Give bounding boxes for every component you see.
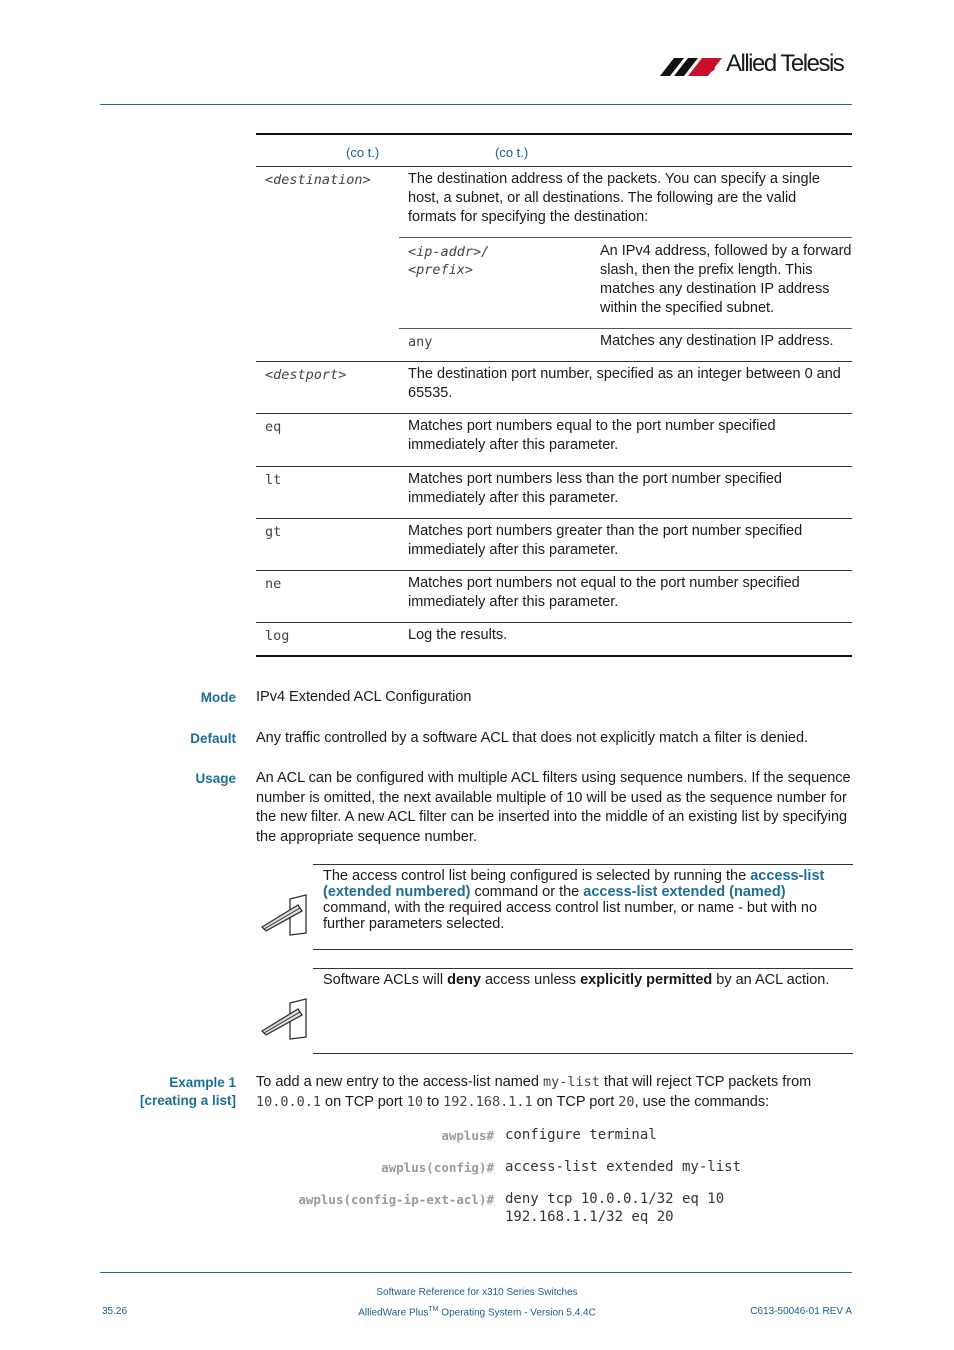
company-logo xyxy=(660,50,860,82)
access-list-extended-numbered-link[interactable]: access-list (extended numbered) xyxy=(323,868,825,900)
example-code: 192.168.1.1 xyxy=(443,1093,533,1110)
footer-version: Operating System - Version 5.4.4C xyxy=(438,1307,596,1319)
table-row-param: eq xyxy=(265,419,282,435)
page-number: 35.26 xyxy=(102,1306,128,1317)
subtable-rule xyxy=(399,328,852,329)
mode-text: IPv4 Extended ACL Configuration xyxy=(256,689,472,705)
default-label: Default xyxy=(190,731,236,746)
note-text-part: by an ACL action. xyxy=(712,972,830,988)
table-row-param: <destport> xyxy=(265,367,347,383)
table-row-rule xyxy=(256,570,852,571)
table-row-rule xyxy=(256,518,852,519)
footer-product: AlliedWare Plus xyxy=(358,1307,429,1319)
table-header-col2: (co t.) xyxy=(495,145,529,160)
table-row-desc: Matches port numbers not equal to the port number specified immediately after this parameter. xyxy=(408,575,800,610)
example-label: Example 1 xyxy=(169,1075,236,1090)
example-code: my-list xyxy=(542,1074,600,1090)
mode-label: Mode xyxy=(200,690,236,705)
cli-prompt: awplus(config-ip-ext-acl)# xyxy=(298,1192,494,1207)
table-row-desc: Matches port numbers greater than the port number specified immediately after this parameter. xyxy=(408,523,803,558)
example-code: 20 xyxy=(618,1093,635,1110)
note-text-part: command, with the required access control list number, or name - but with no further parameters selected. xyxy=(323,900,818,932)
subtable-rule xyxy=(399,237,852,238)
note-emphasis: explicitly permitted xyxy=(580,972,713,988)
table-row-desc: The destination port number, specified as an integer between 0 and 65535. xyxy=(408,366,841,401)
subrow-desc: Matches any destination IP address. xyxy=(600,333,834,349)
cli-command: access-list extended my-list xyxy=(505,1159,742,1175)
table-row-param: gt xyxy=(265,524,282,540)
cli-prompt: awplus(config)# xyxy=(381,1160,494,1175)
example-code: 10.0.0.1 xyxy=(256,1093,322,1110)
note-top-rule xyxy=(313,864,853,865)
example-text-part: to xyxy=(423,1093,444,1110)
document-number: C613-50046-01 REV A xyxy=(750,1306,852,1317)
usage-label: Usage xyxy=(195,771,236,786)
table-row-desc: The destination address of the packets. You can specify a single host, a subnet, or all destinations. The following are the valid formats for specifying the destination: xyxy=(408,171,820,225)
table-row-rule xyxy=(256,622,852,623)
example-sublabel: [creating a list] xyxy=(139,1093,236,1108)
logo-mark-icon xyxy=(660,54,726,80)
note-text-part: The access control list being configured is selected by running the xyxy=(323,868,751,884)
example-text-part: that will reject TCP packets from xyxy=(599,1074,812,1090)
table-row-rule xyxy=(256,413,852,414)
table-row-desc: Matches port numbers less than the port number specified immediately after this parameter. xyxy=(408,471,782,506)
note-pencil-icon xyxy=(260,893,310,939)
example-text xyxy=(256,1073,852,1112)
trademark-mark: TM xyxy=(428,1306,439,1313)
logo-text: Allied Telesis xyxy=(726,50,844,77)
table-row-desc: Log the results. xyxy=(408,627,508,643)
note-text xyxy=(323,971,848,991)
table-bottom-rule xyxy=(256,655,852,657)
default-text: Any traffic controlled by a software ACL that does not explicitly match a filter is denied. xyxy=(256,730,809,746)
note-text-part: command or the xyxy=(470,884,584,900)
cli-prompt: awplus# xyxy=(441,1128,494,1143)
footer-rule xyxy=(100,1272,852,1273)
table-header-rule xyxy=(256,166,852,167)
subrow-desc: An IPv4 address, followed by a forward slash, then the prefix length. This matches any destination IP address within the specified subnet. xyxy=(600,243,852,316)
table-row-param: lt xyxy=(265,472,282,488)
example-text-part: on TCP port xyxy=(532,1093,619,1110)
example-code: 10 xyxy=(406,1093,424,1110)
example-text-part: , use the commands: xyxy=(634,1093,770,1110)
subrow-param: any xyxy=(408,334,433,350)
subrow-param-line2: <prefix> xyxy=(408,262,474,278)
subrow-param-line1: <ip-addr>/ xyxy=(408,244,490,260)
note-emphasis: deny xyxy=(447,972,481,988)
example-text-part: To add a new entry to the access-list named xyxy=(256,1074,543,1090)
note-pencil-icon xyxy=(260,997,310,1043)
header-rule xyxy=(100,104,852,105)
table-top-rule xyxy=(256,133,852,135)
note-bottom-rule xyxy=(313,949,853,950)
note-text xyxy=(323,868,848,932)
table-row-param: log xyxy=(265,628,290,644)
cli-command-continuation: 192.168.1.1/32 eq 20 xyxy=(505,1209,674,1225)
table-header-col1: (co t.) xyxy=(346,145,380,160)
example-text-part: on TCP port xyxy=(321,1093,407,1110)
table-row-rule xyxy=(256,361,852,362)
note-text-part: Software ACLs will xyxy=(323,972,448,988)
note-top-rule xyxy=(313,968,853,969)
cli-command: deny tcp 10.0.0.1/32 eq 10 xyxy=(505,1191,725,1207)
table-row-param: <destination> xyxy=(265,172,371,188)
table-row-param: ne xyxy=(265,576,282,592)
cli-command: configure terminal xyxy=(505,1127,657,1143)
table-row-desc: Matches port numbers equal to the port number specified immediately after this parameter. xyxy=(408,418,776,453)
note-text-part: access unless xyxy=(480,972,581,988)
note-bottom-rule xyxy=(313,1053,853,1054)
usage-text: An ACL can be configured with multiple ACL filters using sequence numbers. If the sequence number is omitted, the next available multiple of 10 will be used as the sequence number for the new filter. A new ACL filter can be inserted into the middle of an existing list by specifying the appropriate sequence number. xyxy=(256,770,851,845)
table-row-rule xyxy=(256,466,852,467)
access-list-extended-named-link[interactable]: access-list extended (named) xyxy=(583,884,786,900)
footer-title: Software Reference for x310 Series Switches xyxy=(376,1287,578,1298)
